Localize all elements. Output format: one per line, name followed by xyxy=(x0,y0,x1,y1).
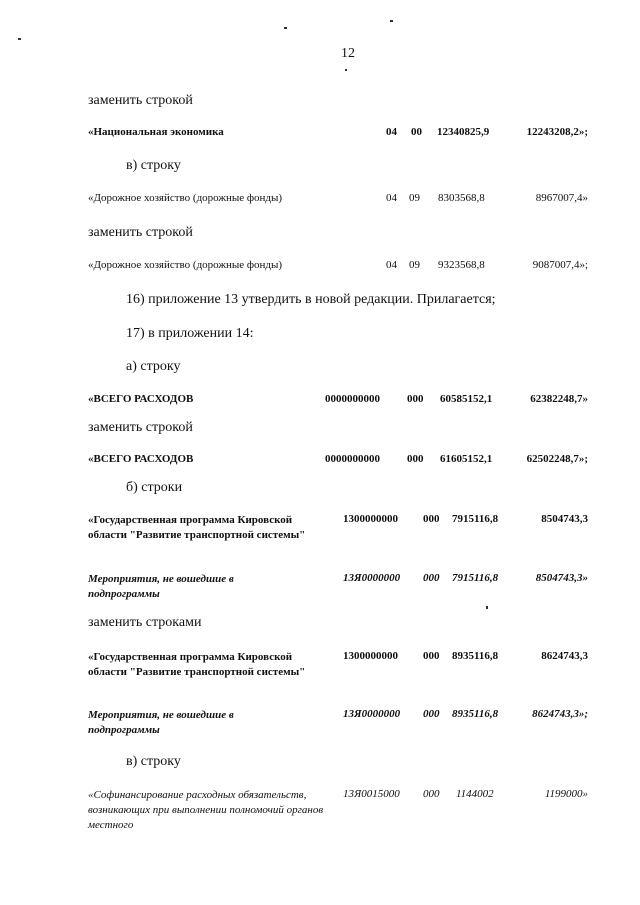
row-code: 13Я0000000 xyxy=(343,572,401,584)
instruction-replace-lines: заменить строками xyxy=(88,615,202,630)
row-value-1: 9323568,8 xyxy=(438,259,485,271)
row-value-2: 9087007,4»; xyxy=(532,259,588,271)
row-value-2: 8504743,3 xyxy=(541,513,588,525)
row-name: Мероприятия, не вошедшие в подпрограммы xyxy=(88,709,234,736)
row-value-2: 8967007,4» xyxy=(535,192,588,204)
row-section: 04 xyxy=(386,192,397,204)
row-value-2: 8624743,3»; xyxy=(532,708,588,720)
row-value-2: 62502248,7»; xyxy=(526,453,588,465)
row-value-1: 8935116,8 xyxy=(452,650,499,662)
row-type: 000 xyxy=(407,393,424,405)
row-value-2: 8504743,3» xyxy=(535,572,588,584)
row-name: «Национальная экономика xyxy=(88,126,224,138)
item-16: 16) приложение 13 утвердить в новой редакции. Прилагается; xyxy=(126,292,496,307)
row-value-1: 12340825,9 xyxy=(437,126,490,138)
row-code: 0000000000 xyxy=(325,393,380,405)
scan-speck xyxy=(345,69,347,71)
row-value-1: 7915116,8 xyxy=(452,572,499,584)
row-code: 1300000000 xyxy=(343,513,398,525)
item-17: 17) в приложении 14: xyxy=(126,326,254,341)
instruction-replace: заменить строкой xyxy=(88,93,193,108)
instruction-lines-b: б) строки xyxy=(126,480,183,495)
scan-speck xyxy=(18,38,21,40)
row-section: 04 xyxy=(386,126,397,138)
row-name: «Дорожное хозяйство (дорожные фонды) xyxy=(88,192,283,204)
row-type: 000 xyxy=(423,708,440,720)
row-type: 000 xyxy=(407,453,424,465)
row-code: 0000000000 xyxy=(325,453,380,465)
row-name: «Софинансирование расходных обязательств, возникающих при выполнении полномочий органов местного xyxy=(88,789,324,831)
row-section: 04 xyxy=(386,259,397,271)
row-value-1: 61605152,1 xyxy=(440,453,493,465)
row-name: Мероприятия, не вошедшие в подпрограммы xyxy=(88,573,234,600)
row-subsection: 09 xyxy=(409,192,420,204)
row-value-2: 62382248,7» xyxy=(530,393,588,405)
row-code: 13Я0015000 xyxy=(343,788,400,800)
row-value-2: 8624743,3 xyxy=(541,650,588,662)
row-type: 000 xyxy=(423,513,440,525)
row-value-2: 12243208,2»; xyxy=(526,126,588,138)
row-code: 1300000000 xyxy=(343,650,398,662)
row-value-1: 7915116,8 xyxy=(452,513,499,525)
instruction-in-line-a: а) строку xyxy=(126,359,181,374)
row-type: 000 xyxy=(423,572,440,584)
scan-speck xyxy=(284,27,287,29)
row-code: 13Я0000000 xyxy=(343,708,401,720)
scan-speck xyxy=(390,20,393,22)
scan-speck xyxy=(486,606,488,609)
row-value-2: 1199000» xyxy=(544,788,588,800)
row-subsection: 00 xyxy=(411,126,422,138)
row-subsection: 09 xyxy=(409,259,420,271)
row-value-1: 8935116,8 xyxy=(452,708,499,720)
row-value-1: 1144002 xyxy=(456,788,494,800)
row-type: 000 xyxy=(423,788,440,800)
row-value-1: 60585152,1 xyxy=(440,393,493,405)
page-number: 12 xyxy=(341,46,355,61)
row-value-1: 8303568,8 xyxy=(438,192,485,204)
row-name: «Государственная программа Кировской области "Развитие транспортной системы" xyxy=(88,651,306,678)
row-type: 000 xyxy=(423,650,440,662)
instruction-in-line: в) строку xyxy=(126,158,181,173)
instruction-in-line-v: в) строку xyxy=(126,754,181,769)
instruction-replace: заменить строкой xyxy=(88,225,193,240)
row-name: «Государственная программа Кировской области "Развитие транспортной системы" xyxy=(88,514,306,541)
row-name: «ВСЕГО РАСХОДОВ xyxy=(88,453,194,465)
instruction-replace: заменить строкой xyxy=(88,420,193,435)
row-name: «ВСЕГО РАСХОДОВ xyxy=(88,393,194,405)
row-name: «Дорожное хозяйство (дорожные фонды) xyxy=(88,259,283,271)
